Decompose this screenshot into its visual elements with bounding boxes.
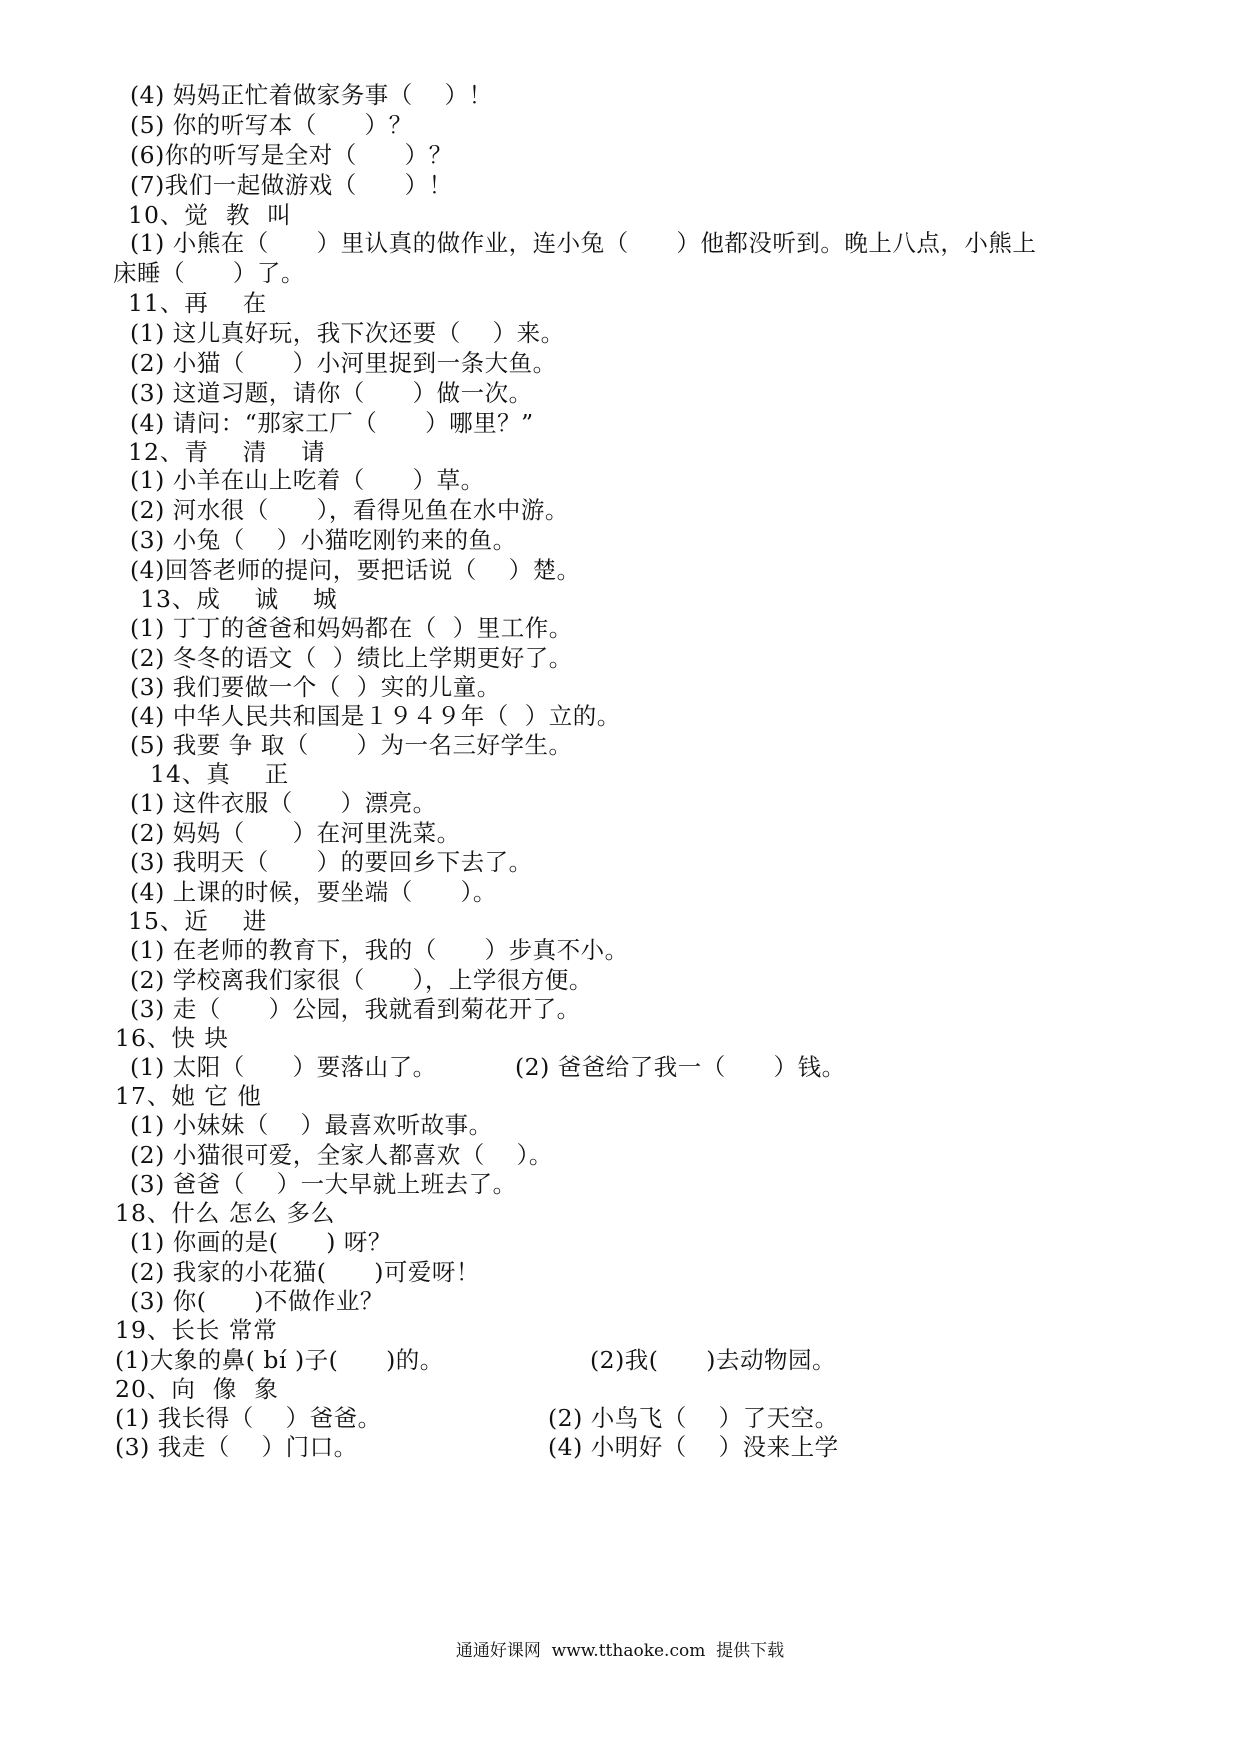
question-line: (4) 上课的时候，要坐端（ ）。	[130, 878, 497, 906]
question-line: (3) 走（ ）公园，我就看到菊花开了。	[130, 995, 581, 1023]
question-line: (7)我们一起做游戏（ ）！	[130, 171, 453, 199]
question-line: (5) 我要 争 取（ ）为一名三好学生。	[130, 731, 573, 759]
question-line: (1) 这件衣服（ ）漂亮。	[130, 789, 437, 817]
question-line-right: (2)我( )去动物园。	[590, 1346, 836, 1374]
question-line: (6)你的听写是全对（ ）？	[130, 141, 453, 169]
question-line: (3) 我们要做一个（ ）实的儿童。	[130, 673, 501, 701]
question-line: (1) 这儿真好玩，我下次还要（ ）来。	[130, 319, 565, 347]
question-line: (2) 我家的小花猫( )可爱呀！	[130, 1258, 480, 1286]
question-line: (1) 小羊在山上吃着（ ）草。	[130, 466, 485, 494]
question-line: (2) 河水很（ ），看得见鱼在水中游。	[130, 496, 569, 524]
section-heading: 14、真 正	[150, 760, 290, 788]
section-heading: 18、什么 怎么 多么	[115, 1199, 336, 1227]
question-line: (1) 丁丁的爸爸和妈妈都在（ ）里工作。	[130, 614, 573, 642]
question-line: (2) 冬冬的语文（ ）绩比上学期更好了。	[130, 644, 573, 672]
question-line: 床睡（ ）了。	[113, 259, 305, 287]
question-line: (2) 小猫（ ）小河里捉到一条大鱼。	[130, 349, 557, 377]
section-heading: 12、青 清 请	[128, 438, 326, 466]
question-line: (4)回答老师的提问，要把话说（ ）楚。	[130, 556, 581, 584]
question-line: (2) 学校离我们家很（ ），上学很方便。	[130, 966, 593, 994]
section-heading: 17、她 它 他	[115, 1082, 262, 1110]
question-line: (1) 你画的是( ) 呀？	[130, 1228, 392, 1256]
question-line: (4) 中华人民共和国是１９４９年（ ）立的。	[130, 702, 621, 730]
section-heading: 11、再 在	[128, 289, 268, 317]
section-heading: 19、长长 常常	[115, 1316, 278, 1344]
footer-credit: 通通好课网 www.tthaoke.com 提供下载	[455, 1641, 785, 1661]
section-heading: 13、成 诚 城	[140, 585, 338, 613]
question-line: (3) 我明天（ ）的要回乡下去了。	[130, 848, 533, 876]
question-line: (5) 你的听写本（ ）？	[130, 111, 413, 139]
question-line-right: (4) 小明好（ ）没来上学	[548, 1433, 839, 1461]
question-line: (2) 小猫很可爱，全家人都喜欢（ ）。	[130, 1141, 553, 1169]
question-line: (1) 小妹妹（ ）最喜欢听故事。	[130, 1111, 493, 1139]
question-line: (3) 你( )不做作业？	[130, 1287, 384, 1315]
question-line: (3) 这道习题，请你（ ）做一次。	[130, 379, 533, 407]
question-line: (3) 爸爸（ ）一大早就上班去了。	[130, 1170, 517, 1198]
question-line: (3) 我走（ ）门口。	[115, 1433, 358, 1461]
question-line: (1)大象的鼻( bí )子( )的。	[115, 1346, 444, 1374]
question-line: (1) 太阳（ ）要落山了。	[130, 1053, 437, 1081]
question-line: (1) 在老师的教育下，我的（ ）步真不小。	[130, 936, 629, 964]
section-heading: 10、觉 教 叫	[128, 201, 292, 229]
question-line: (1) 小熊在（ ）里认真的做作业，连小兔（ ）他都没听到。晚上八点，小熊上	[130, 229, 1037, 257]
question-line-right: (2) 小鸟飞（ ）了天空。	[548, 1404, 839, 1432]
question-line: (1) 我长得（ ）爸爸。	[115, 1404, 382, 1432]
question-line: (4) 妈妈正忙着做家务事（ ）！	[130, 81, 493, 109]
question-line: (4) 请问：“那家工厂（ ）哪里？”	[130, 409, 534, 437]
question-line: (3) 小兔（ ）小猫吃刚钓来的鱼。	[130, 526, 517, 554]
section-heading: 20、向 像 象	[115, 1375, 279, 1403]
question-line-right: (2) 爸爸给了我一（ ）钱。	[515, 1053, 846, 1081]
section-heading: 16、快 块	[115, 1024, 229, 1052]
question-line: (2) 妈妈（ ）在河里洗菜。	[130, 819, 461, 847]
section-heading: 15、近 进	[128, 907, 268, 935]
